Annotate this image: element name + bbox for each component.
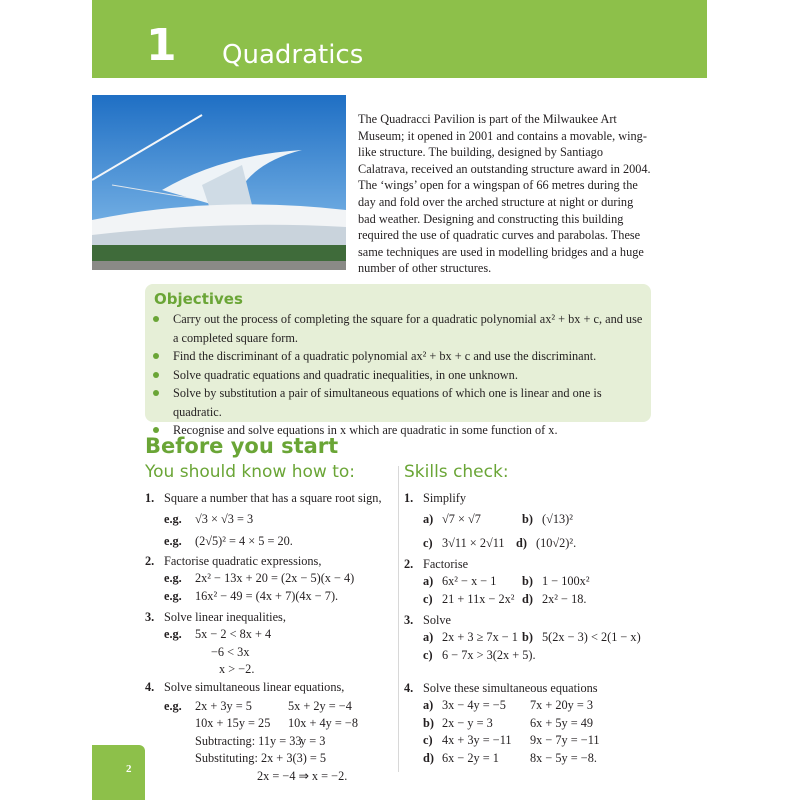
item-text: Factorise xyxy=(423,556,469,571)
example: Subtracting: 11y = 33 xyxy=(195,733,302,748)
item-number: 2. xyxy=(145,553,155,568)
eg-label: e.g. xyxy=(164,571,182,585)
eg-label: e.g. xyxy=(164,533,182,548)
question: 5(2x − 3) < 2(1 − x) xyxy=(542,630,641,644)
part-label: d) xyxy=(423,750,434,765)
example: √3 × √3 = 3 xyxy=(195,511,254,526)
part-label: b) xyxy=(423,715,434,730)
example: 5x − 2 < 8x + 4 xyxy=(195,627,272,641)
part-label: c) xyxy=(423,647,433,662)
part-label: c) xyxy=(423,535,433,550)
prerequisites-column xyxy=(145,490,395,785)
example: −6 < 3x xyxy=(211,644,250,659)
left-heading: You should know how to: xyxy=(145,462,356,482)
question: 2x + 3 ≥ 7x − 1 xyxy=(442,630,518,644)
item-number: 2. xyxy=(404,556,414,571)
question: 6x − 2y = 1 xyxy=(442,750,499,765)
example: Substituting: 2x + 3(3) = 5 xyxy=(195,751,327,765)
bullet-icon xyxy=(153,372,159,378)
question: 3x − 4y = −5 xyxy=(442,698,506,712)
part-label: d) xyxy=(522,591,533,606)
part-label: b) xyxy=(522,574,533,588)
bullet-icon xyxy=(153,427,159,433)
item-text: Solve these simultaneous equations xyxy=(423,680,598,695)
bullet-icon xyxy=(153,390,159,396)
question: 2x − y = 3 xyxy=(442,715,493,730)
example: 2x² − 13x + 20 = (2x − 5)(x − 4) xyxy=(195,571,355,585)
question: √7 × √7 xyxy=(442,511,481,526)
question: (10√2)². xyxy=(536,535,577,550)
item-number: 3. xyxy=(145,609,155,624)
objective-item: Find the discriminant of a quadratic polynomial ax² + bx + c and use the discriminant. xyxy=(153,347,643,366)
part-label: b) xyxy=(522,630,533,644)
example: 5x + 2y = −4 xyxy=(288,698,352,713)
objective-item: Solve quadratic equations and quadratic inequalities, in one unknown. xyxy=(153,366,643,385)
part-label: a) xyxy=(423,698,434,712)
question: 21 + 11x − 2x² xyxy=(442,591,515,606)
item-number: 1. xyxy=(404,491,414,505)
item-text: Square a number that has a square root sign, xyxy=(164,491,382,505)
item-text: Solve linear inequalities, xyxy=(164,609,286,624)
question: 4x + 3y = −11 xyxy=(442,733,512,747)
question: 6x² − x − 1 xyxy=(442,574,497,588)
example: 2x = −4 ⇒ x = −2. xyxy=(257,768,348,783)
chapter-number: 1 xyxy=(146,20,177,71)
part-label: a) xyxy=(423,574,434,588)
item-number: 3. xyxy=(404,612,414,627)
question: 6 − 7x > 3(2x + 5). xyxy=(442,647,536,662)
objective-item: Carry out the process of completing the square for a quadratic polynomial ax² + bx + c, and use a completed square form. xyxy=(153,310,643,347)
example: y = 3 xyxy=(300,733,326,748)
eg-label: e.g. xyxy=(164,698,182,713)
part-label: b) xyxy=(522,511,533,526)
item-number: 4. xyxy=(404,680,414,695)
objective-item: Solve by substitution a pair of simultaneous equations of which one is linear and one is quadratic. xyxy=(153,384,643,421)
question: 1 − 100x² xyxy=(542,574,590,588)
question: (√13)² xyxy=(542,511,573,526)
chapter-title: Quadratics xyxy=(222,40,364,70)
eg-label: e.g. xyxy=(164,627,182,641)
page-number: 2 xyxy=(126,763,132,775)
section-title: Before you start xyxy=(145,434,339,458)
part-label: a) xyxy=(423,511,434,526)
part-label: d) xyxy=(516,535,527,550)
question: 6x + 5y = 49 xyxy=(530,715,594,730)
example: 10x + 15y = 25 xyxy=(195,716,271,730)
right-heading: Skills check: xyxy=(404,462,509,482)
question: 8x − 5y = −8. xyxy=(530,750,597,765)
bullet-icon xyxy=(153,353,159,359)
item-text: Simplify xyxy=(423,491,467,505)
example: 16x² − 49 = (4x + 7)(4x − 7). xyxy=(195,588,339,603)
pavilion-photo xyxy=(92,95,346,270)
bullet-icon xyxy=(153,316,159,322)
question: 3√11 × 2√11 xyxy=(442,535,505,550)
part-label: c) xyxy=(423,733,433,747)
objectives-title: Objectives xyxy=(154,290,243,308)
page-number-tab xyxy=(92,745,145,800)
item-text: Solve xyxy=(423,612,452,627)
item-number: 4. xyxy=(145,679,155,694)
example: 10x + 4y = −8 xyxy=(288,716,358,730)
item-text: Factorise quadratic expressions, xyxy=(164,553,322,568)
column-divider xyxy=(398,466,399,772)
example: (2√5)² = 4 × 5 = 20. xyxy=(195,533,293,548)
eg-label: e.g. xyxy=(164,588,182,603)
item-text: Solve simultaneous linear equations, xyxy=(164,679,345,694)
question: 2x² − 18. xyxy=(542,591,587,606)
item-number: 1. xyxy=(145,491,155,505)
part-label: a) xyxy=(423,630,434,644)
objectives-box xyxy=(145,284,651,437)
question: 9x − 7y = −11 xyxy=(530,733,600,747)
example: 2x + 3y = 5 xyxy=(195,698,252,713)
objective-item: Recognise and solve equations in x which are quadratic in some function of x. xyxy=(153,421,643,440)
part-label: c) xyxy=(423,591,433,606)
example: x > −2. xyxy=(219,662,255,676)
skills-check-column xyxy=(404,490,704,767)
question: 7x + 20y = 3 xyxy=(530,698,594,712)
intro-paragraph: The Quadracci Pavilion is part of the Milwaukee Art Museum; it opened in 2001 and contains a movable, wing-like structure. The building, designed by Santiago Calatrava, received an outstanding structure award in 2004. The ‘wings’ open for a wingspan of 66 metres during the day and fold over the arched structure at night or during bad weather. Designing and constructing this building required the use of quadratic curves and parabolas. These same techniques are used in modelling bridges and a huge number of other structures. xyxy=(358,112,651,276)
eg-label: e.g. xyxy=(164,511,182,526)
chapter-header xyxy=(92,0,707,78)
